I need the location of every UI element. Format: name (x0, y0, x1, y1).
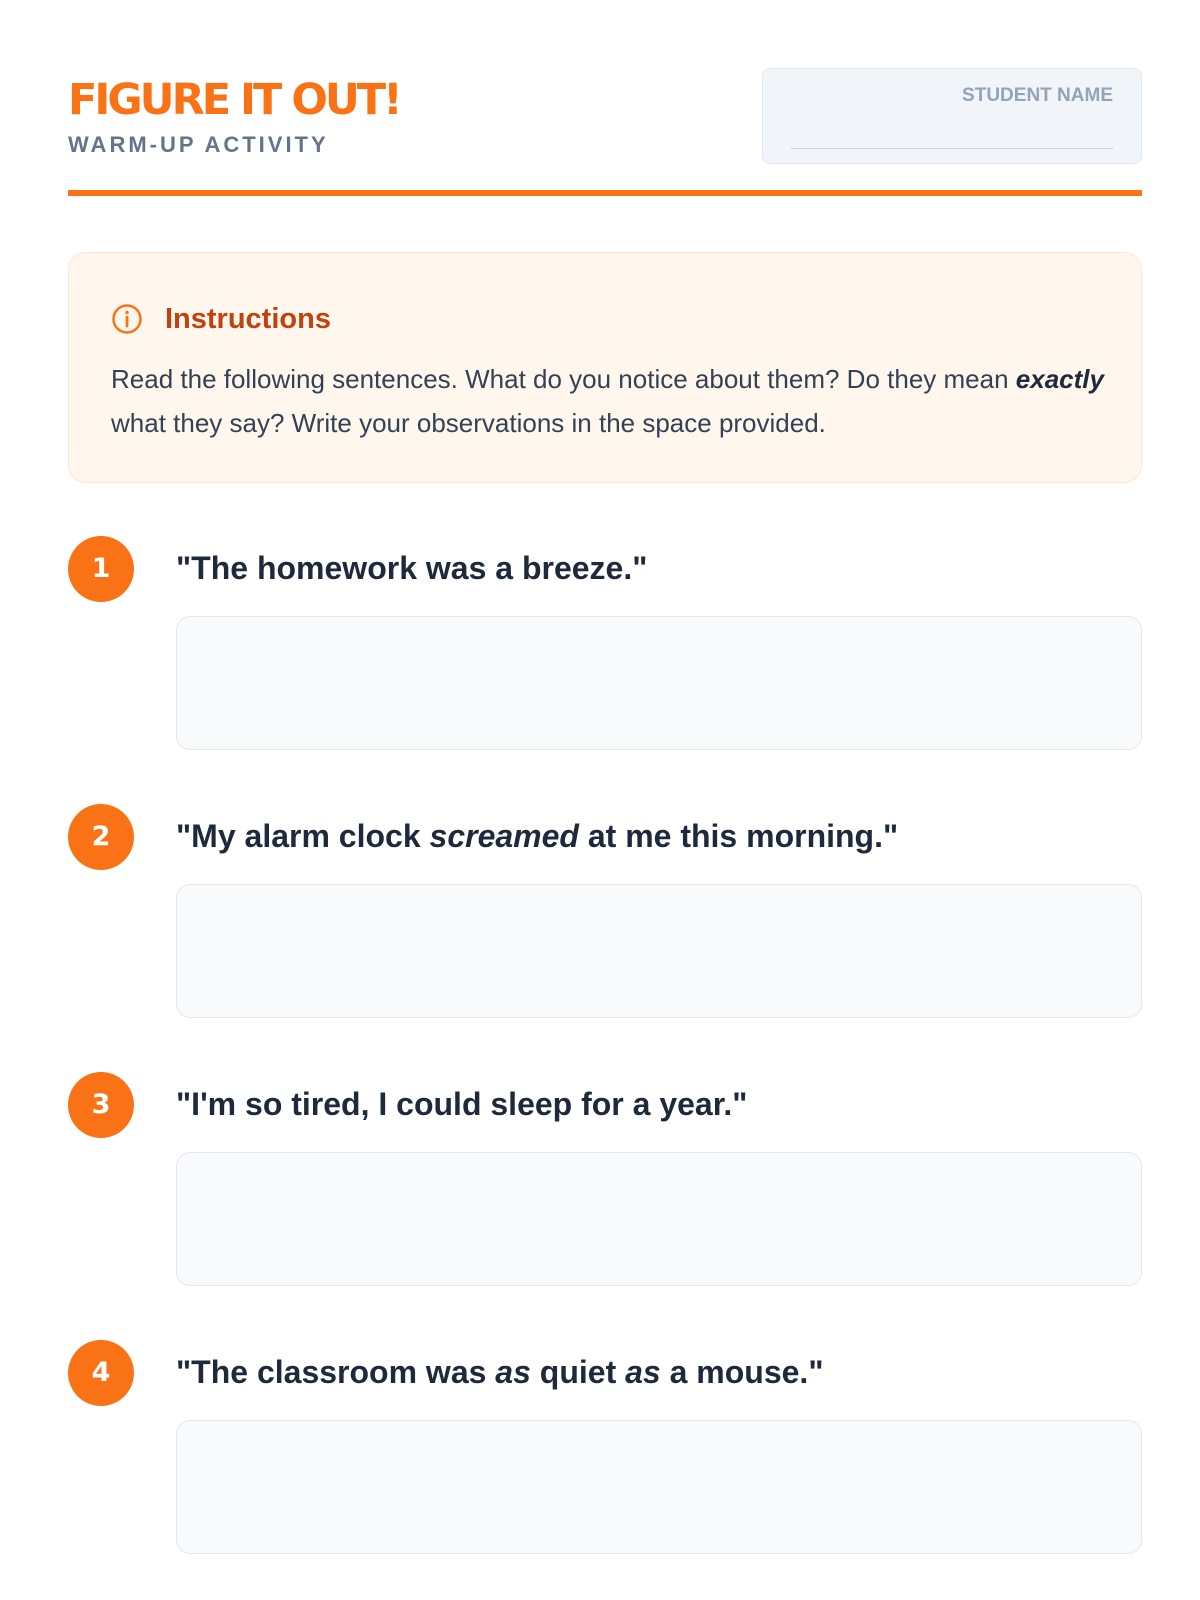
question-sentence (176, 1352, 823, 1392)
instructions-box (68, 252, 1142, 483)
instructions-text-start: Read the following sentences. What do you notice about them? Do they mean (111, 364, 1016, 394)
student-name-line (791, 148, 1113, 149)
answer-box[interactable] (176, 1152, 1142, 1286)
question-sentence-part: quiet (530, 1354, 626, 1390)
student-name-field[interactable] (762, 68, 1142, 164)
question-number-badge: 3 (68, 1072, 134, 1138)
instructions-header (111, 301, 331, 337)
question-number-badge: 1 (68, 536, 134, 602)
question-sentence-part: "The classroom was (176, 1354, 496, 1390)
header-divider (68, 190, 1142, 196)
student-name-label: STUDENT NAME (962, 85, 1113, 106)
instructions-text (111, 357, 1111, 445)
question-4 (68, 1340, 1142, 1560)
question-sentence-part: at me this morning." (578, 818, 899, 854)
header (68, 68, 1142, 164)
answer-box[interactable] (176, 884, 1142, 1018)
question-sentence (176, 1084, 747, 1124)
question-sentence-emphasis: as (495, 1354, 531, 1390)
question-sentence-part: "I'm so tired, I could sleep for a year." (176, 1086, 748, 1122)
instructions-text-emphasis: exactly (1015, 364, 1104, 394)
instructions-title: Instructions (165, 303, 331, 335)
answer-box[interactable] (176, 616, 1142, 750)
question-sentence (176, 548, 647, 588)
question-sentence-emphasis: as (625, 1354, 661, 1390)
question-sentence-part: "The homework was a breeze." (176, 550, 648, 586)
question-1 (68, 536, 1142, 756)
answer-box[interactable] (176, 1420, 1142, 1554)
worksheet-page (68, 0, 1142, 1600)
page-subtitle: WARM-UP ACTIVITY (68, 132, 329, 157)
question-number-badge: 2 (68, 804, 134, 870)
question-3 (68, 1072, 1142, 1292)
question-number-badge: 4 (68, 1340, 134, 1406)
page-title: FIGURE IT OUT! (68, 75, 400, 125)
info-icon (111, 303, 143, 335)
instructions-text-end: what they say? Write your observations in the space provided. (111, 408, 826, 438)
question-sentence-part: "My alarm clock (176, 818, 430, 854)
question-sentence-emphasis: screamed (429, 818, 579, 854)
question-2 (68, 804, 1142, 1024)
question-sentence-part: a mouse." (660, 1354, 824, 1390)
question-sentence (176, 816, 898, 856)
